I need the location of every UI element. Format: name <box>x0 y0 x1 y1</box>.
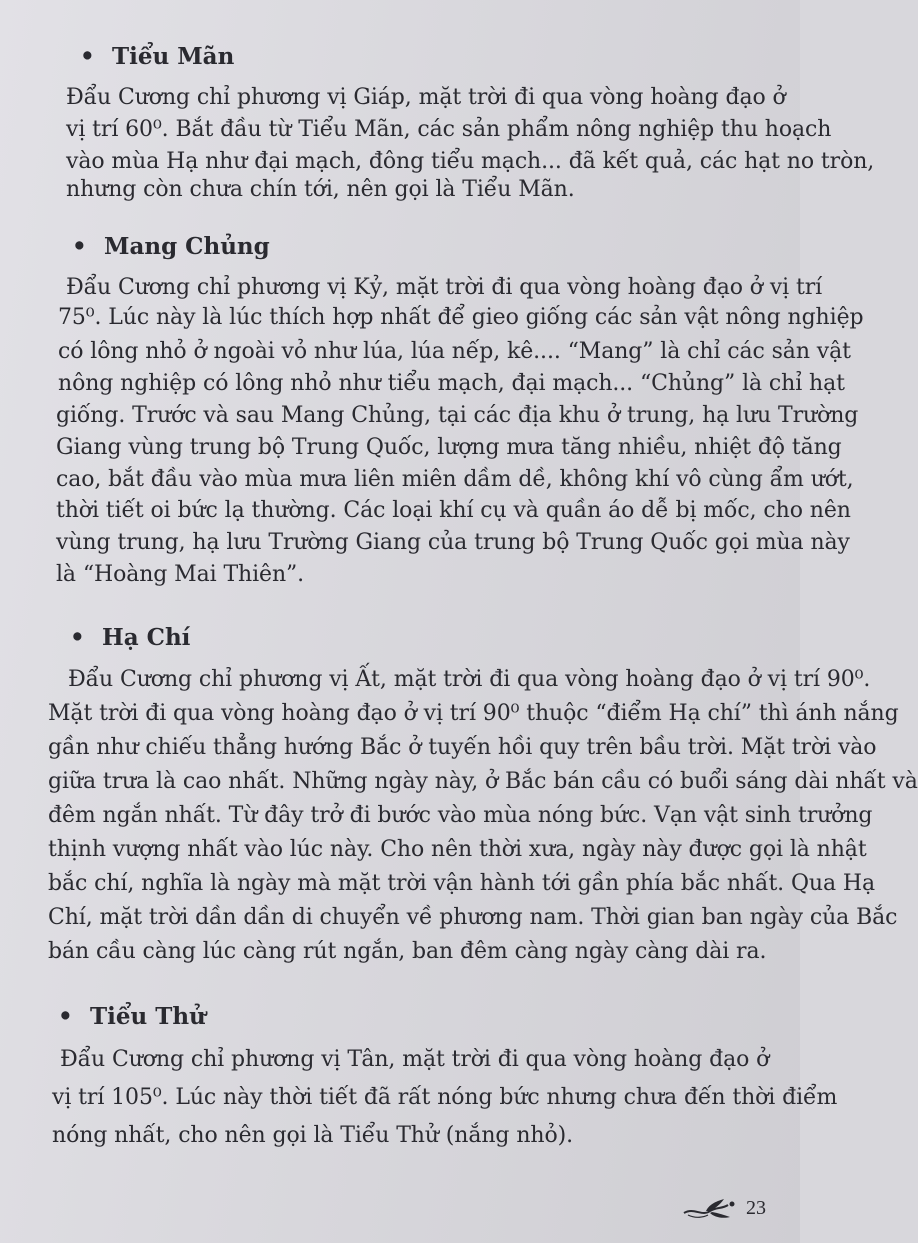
section-heading <box>70 624 190 652</box>
paragraph-line: 75⁰. Lúc này là lúc thích hợp nhất để gieo giống các sản vật nông nghiệp <box>58 305 864 330</box>
paragraph-line: nông nghiệp có lông nhỏ như tiểu mạch, đại mạch... “Chủng” là chỉ hạt <box>58 371 845 396</box>
bullet-icon: • <box>72 233 87 260</box>
section-title: Hạ Chí <box>102 624 191 651</box>
paragraph-line: Đẩu Cương chỉ phương vị Tân, mặt trời đi qua vòng hoàng đạo ở <box>60 1047 770 1072</box>
paragraph-line: giữa trưa là cao nhất. Những ngày này, ở Bắc bán cầu có buổi sáng dài nhất và <box>48 769 918 794</box>
paragraph-line: thịnh vượng nhất vào lúc này. Cho nên thời xưa, ngày này được gọi là nhật <box>48 837 867 862</box>
paragraph-line: bắc chí, nghĩa là ngày mà mặt trời vận hành tới gần phía bắc nhất. Qua Hạ <box>48 871 875 896</box>
paragraph-line: Mặt trời đi qua vòng hoàng đạo ở vị trí 90⁰ thuộc “điểm Hạ chí” thì ánh nắng <box>48 701 899 726</box>
paragraph-line: gần như chiếu thẳng hướng Bắc ở tuyến hồi quy trên bầu trời. Mặt trời vào <box>48 735 877 760</box>
paragraph-line: đêm ngắn nhất. Từ đây trở đi bước vào mùa nóng bức. Vạn vật sinh trưởng <box>48 803 873 828</box>
paragraph-line: Đẩu Cương chỉ phương vị Giáp, mặt trời đi qua vòng hoàng đạo ở <box>66 85 786 110</box>
section-heading <box>72 233 270 261</box>
paragraph-line: vào mùa Hạ như đại mạch, đông tiểu mạch... đã kết quả, các hạt no tròn, <box>66 149 875 174</box>
section-title: Mang Chủng <box>104 233 270 260</box>
bullet-icon: • <box>58 1003 73 1030</box>
bullet-icon: • <box>80 43 95 70</box>
section-heading <box>58 1003 206 1031</box>
paragraph-line: có lông nhỏ ở ngoài vỏ như lúa, lúa nếp, kê.... “Mang” là chỉ các sản vật <box>58 339 851 364</box>
section-heading <box>80 43 234 71</box>
paragraph-line: vùng trung, hạ lưu Trường Giang của trung bộ Trung Quốc gọi mùa này <box>56 530 850 555</box>
paragraph-line: nhưng còn chưa chín tới, nên gọi là Tiểu Mãn. <box>66 177 575 202</box>
bullet-icon: • <box>70 624 85 651</box>
paragraph-line: nóng nhất, cho nên gọi là Tiểu Thử (nắng nhỏ). <box>52 1123 573 1148</box>
paragraph-line: Đẩu Cương chỉ phương vị Ất, mặt trời đi qua vòng hoàng đạo ở vị trí 90⁰. <box>68 667 871 692</box>
paragraph-line: bán cầu càng lúc càng rút ngắn, ban đêm càng ngày càng dài ra. <box>48 939 767 964</box>
paragraph-line: cao, bắt đầu vào mùa mưa liên miên dầm dề, không khí vô cùng ẩm ướt, <box>56 467 854 492</box>
paragraph-line: Chí, mặt trời dần dần di chuyển về phương nam. Thời gian ban ngày của Bắc <box>48 905 898 930</box>
paragraph-line: vị trí 105⁰. Lúc này thời tiết đã rất nóng bức nhưng chưa đến thời điểm <box>52 1085 838 1110</box>
page-number: 23 <box>746 1197 766 1219</box>
section-title: Tiểu Thử <box>90 1003 206 1030</box>
paragraph-line: vị trí 60⁰. Bắt đầu từ Tiểu Mãn, các sản phẩm nông nghiệp thu hoạch <box>66 117 832 142</box>
paragraph-line: là “Hoàng Mai Thiên”. <box>56 562 305 587</box>
bird-ornament-icon <box>680 1195 738 1223</box>
paragraph-line: thời tiết oi bức lạ thường. Các loại khí cụ và quần áo dễ bị mốc, cho nên <box>56 498 851 523</box>
paragraph-line: Đẩu Cương chỉ phương vị Kỷ, mặt trời đi qua vòng hoàng đạo ở vị trí <box>66 275 823 300</box>
page-footer <box>680 1195 780 1225</box>
section-title: Tiểu Mãn <box>112 43 235 70</box>
paragraph-line: giống. Trước và sau Mang Chủng, tại các địa khu ở trung, hạ lưu Trường <box>56 403 859 428</box>
paragraph-line: Giang vùng trung bộ Trung Quốc, lượng mưa tăng nhiều, nhiệt độ tăng <box>56 435 842 460</box>
